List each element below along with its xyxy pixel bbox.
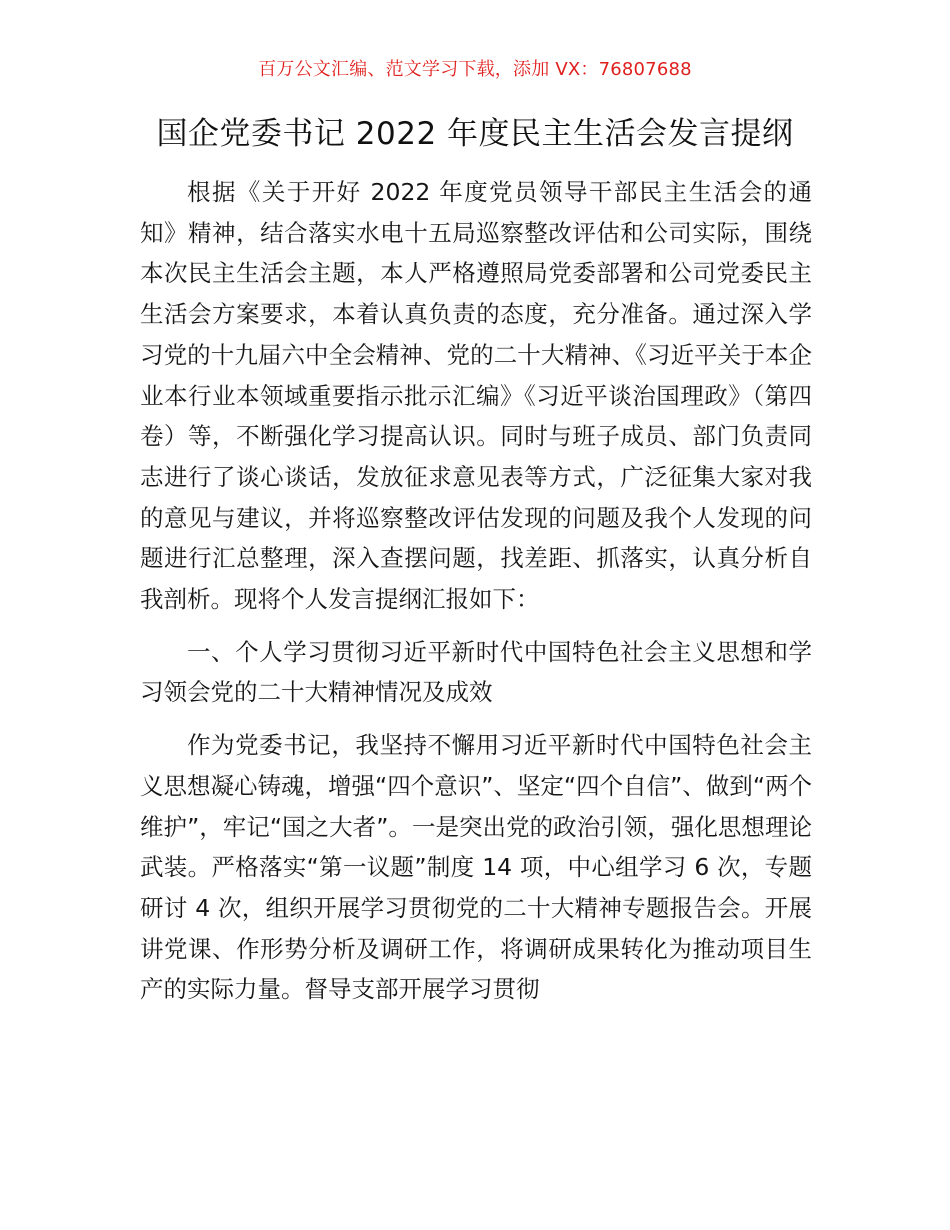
document-title: 国企党委书记 2022 年度民主生活会发言提纲: [156, 116, 794, 152]
watermark-header-note: 百万公文汇编、范文学习下载，添加 VX：76807688: [258, 59, 692, 80]
section-heading-1: 一、个人学习贯彻习近平新时代中国特色社会主义思想和学习领会党的二十大精神情况及成效: [140, 637, 812, 707]
paragraph-intro: 根据《关于开好 2022 年度党员领导干部民主生活会的通知》精神，结合落实水电十五局巡察整改评估和公司实际，围绕本次民主生活会主题，本人严格遵照局党委部署和公司党委民主生活会方案要求，本着认真负责的态度，充分准备。通过深入学习党的十九届六中全会精神、党的二十大精神、《习近平关于本企业本行业本领域重要指示批示汇编》《习近平谈治国理政》（第四卷）等，不断强化学习提高认识。同时与班子成员、部门负责同志进行了谈心谈话，发放征求意见表等方式，广泛征集大家对我的意见与建议，并将巡察整改评估发现的问题及我个人发现的问题进行汇总整理，深入查摆问题，找差距、抓落实，认真分析自我剖析。现将个人发言提纲汇报如下：: [140, 178, 812, 614]
paragraph-section-1: 作为党委书记，我坚持不懈用习近平新时代中国特色社会主义思想凝心铸魂，增强“四个意识”、坚定“四个自信”、做到“两个维护”，牢记“国之大者”。一是突出党的政治引领，强化思想理论武装。严格落实“第一议题”制度 14 项，中心组学习 6 次，专题研讨 4 次，组织开展学习贯彻党的二十大精神专题报告会。开展讲党课、作形势分析及调研工作，将调研成果转化为推动项目生产的实际力量。督导支部开展学习贯彻: [140, 731, 812, 1004]
document-body: [140, 172, 812, 1010]
